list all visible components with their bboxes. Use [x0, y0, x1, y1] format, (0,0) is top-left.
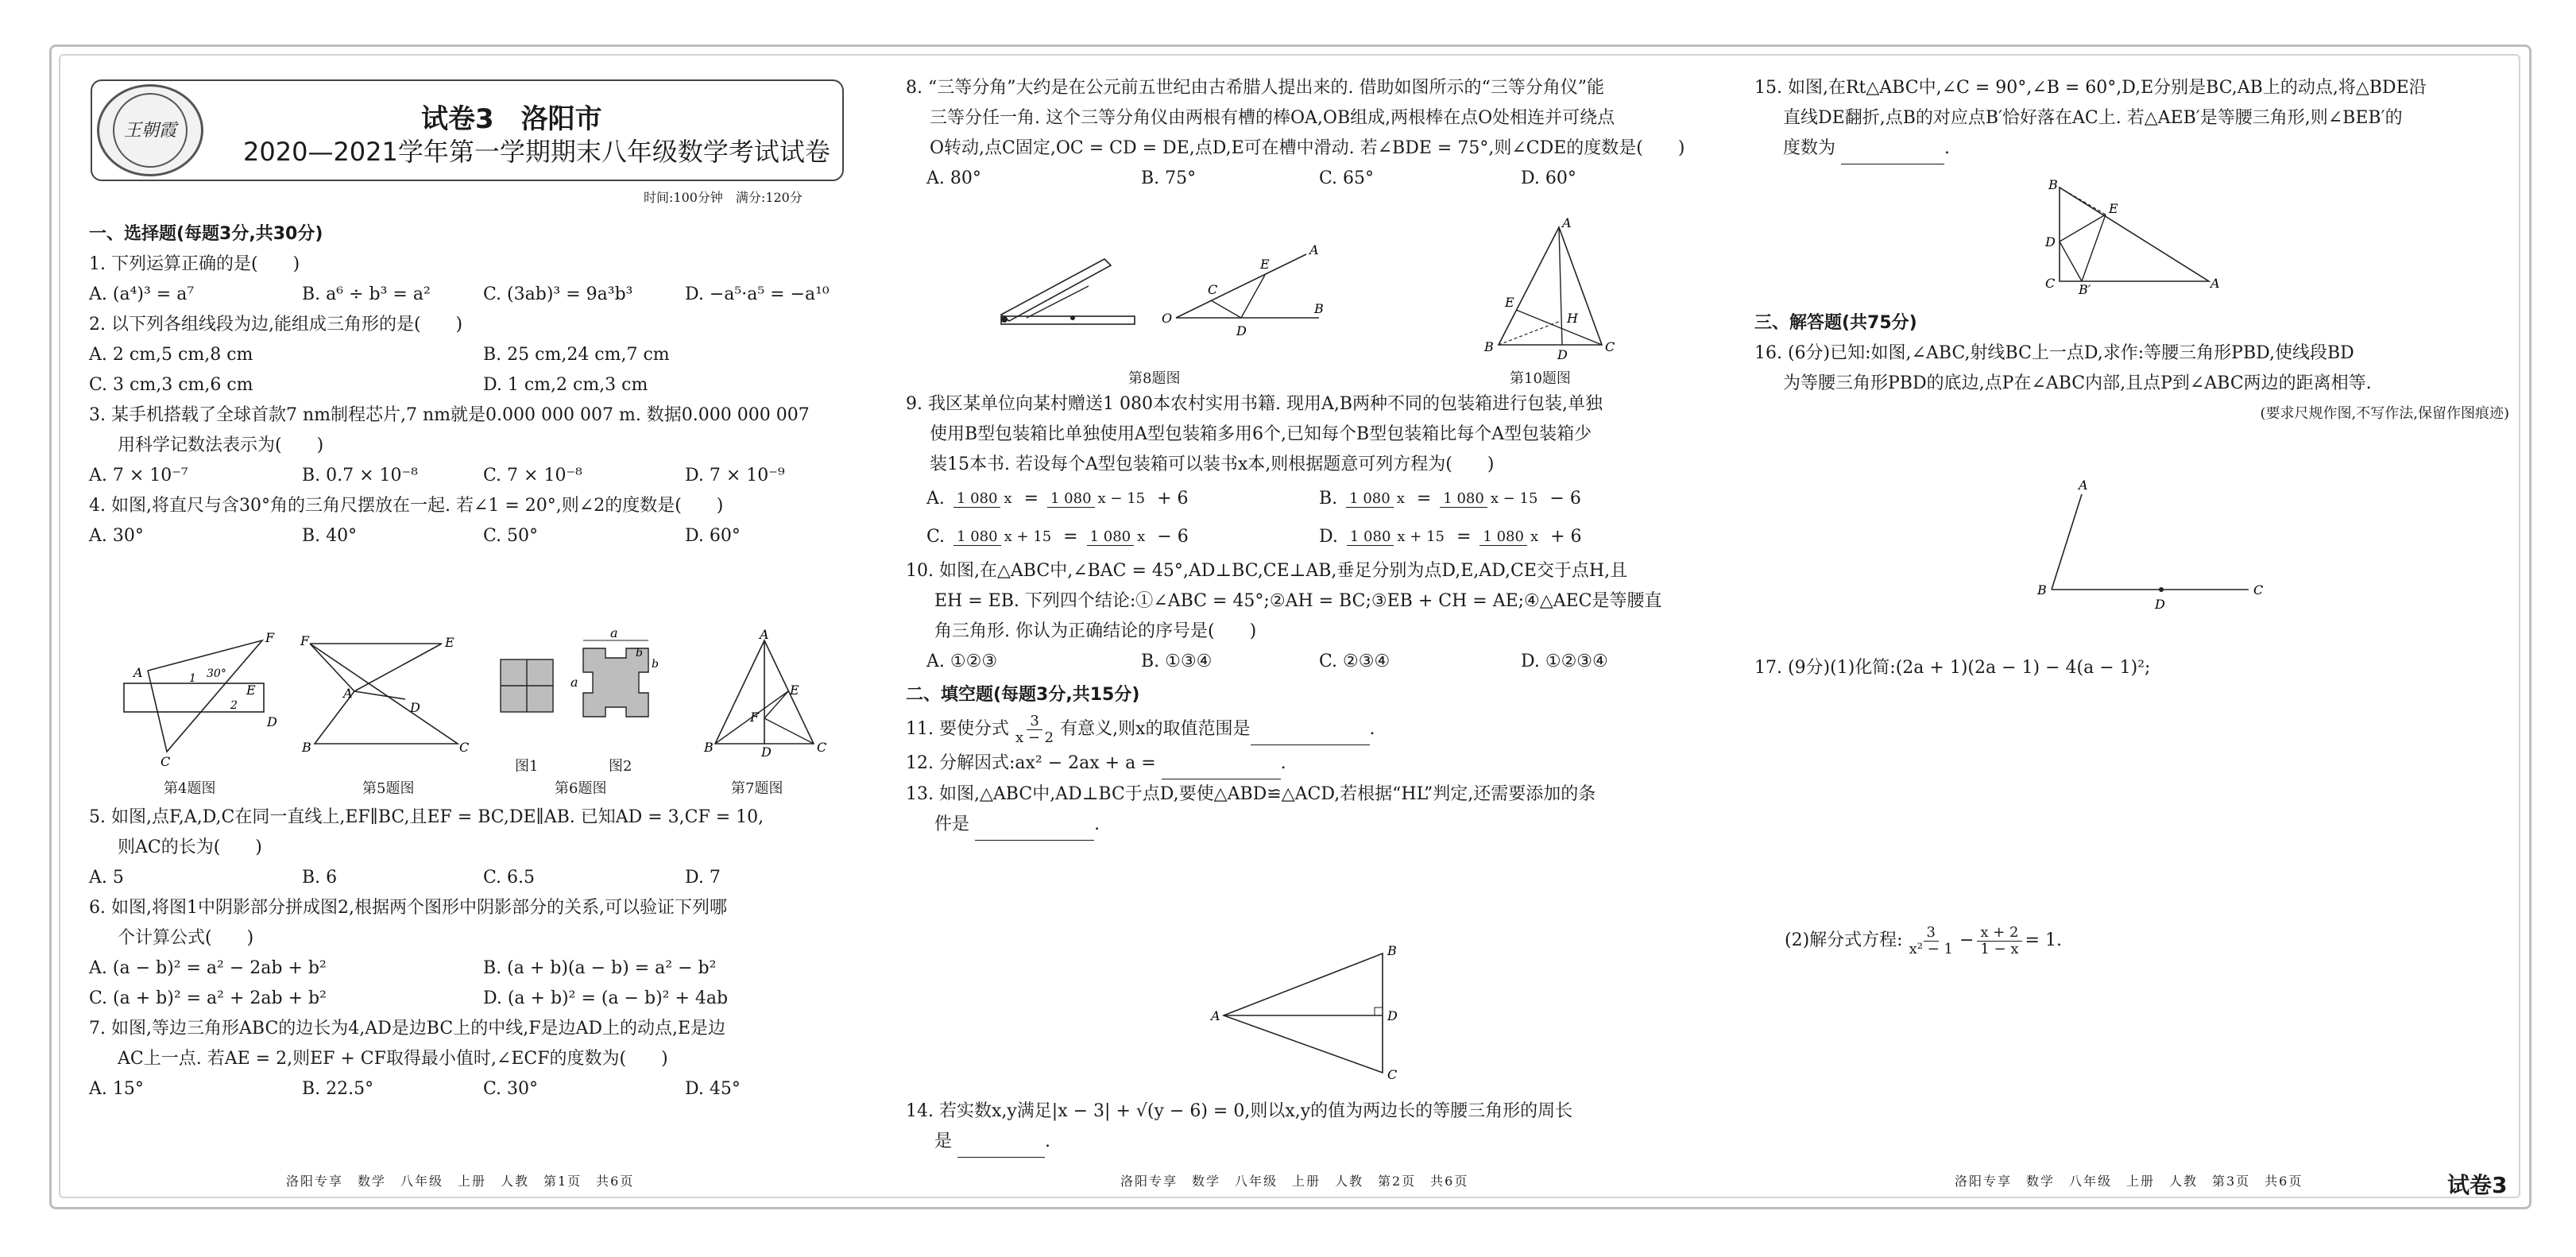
svg-text:D: D	[410, 700, 420, 715]
q9-c-n2: 1 080	[1087, 529, 1135, 546]
q1-option-d: D. −a⁵·a⁵ = −a¹⁰	[685, 284, 830, 304]
q4-options	[89, 521, 852, 551]
q9-a-frac-2	[1047, 491, 1148, 508]
q9-b-d1: x	[1396, 489, 1405, 507]
figure-q7	[702, 627, 830, 760]
figure-q8	[985, 238, 1324, 342]
q9-option-a-label: A.	[926, 489, 945, 509]
svg-text:D: D	[1387, 1008, 1398, 1023]
q17-n2: x + 2	[1977, 925, 2021, 942]
svg-text:B: B	[1484, 339, 1494, 354]
q10-option-d: D. ①②③④	[1521, 652, 1608, 671]
q8-line-3: O转动,点C固定,OC = CD = DE,点D,E可在槽中滑动. 若∠BDE = 75°,则∠CDE的度数是( )	[930, 138, 1685, 158]
q8-line-2: 三等分任一角. 这个三等分角仪由两根有槽的棒OA,OB组成,两根棒在点O处相连并可绕点	[930, 108, 1615, 128]
q6-option-d: D. (a + b)² = (a − b)² + 4ab	[483, 988, 729, 1008]
q6-option-c: C. (a + b)² = a² + 2ab + b²	[89, 988, 327, 1008]
column-2	[906, 73, 1700, 194]
q14-l2-text: 是	[934, 1131, 953, 1151]
figure-q13	[1208, 943, 1406, 1082]
column-3-lower	[1754, 653, 2517, 683]
svg-text:B: B	[2037, 582, 2047, 598]
q13-l2-text: 件是	[934, 814, 970, 834]
svg-text:A: A	[133, 665, 143, 680]
q15-answer-blank[interactable]	[1841, 133, 1944, 164]
q8-options	[906, 164, 1700, 194]
q11-pre: 11. 要使分式	[906, 719, 1009, 739]
section-3-title: 三、解答题(共75分)	[1754, 313, 1917, 333]
q9-line-1: 9. 我区某单位向某村赠送1 080本农村实用书籍. 现用A,B两种不同的包装箱进行包装,单独	[906, 394, 1603, 414]
q11-num: 3	[1027, 714, 1042, 730]
q3-option-c: C. 7 × 10⁻⁸	[483, 466, 582, 485]
q10-options	[906, 647, 1700, 677]
exam-subtitle: 2020—2021学年第一学期期末八年级数学考试试卷	[243, 137, 830, 167]
q7-option-a: A. 15°	[89, 1079, 144, 1099]
svg-text:E: E	[2109, 201, 2118, 216]
q9-b-d2: x − 15	[1490, 489, 1538, 507]
svg-text:C: C	[1387, 1067, 1398, 1082]
q17-line-1: 17. (9分)(1)化简:(2a + 1)(2a − 1) − 4(a − 1)²;	[1754, 658, 2151, 678]
q2-options-row1	[89, 340, 852, 370]
q13-answer-blank[interactable]	[975, 810, 1094, 841]
caption-fig7: 第7题图	[731, 780, 783, 797]
q6-option-a: A. (a − b)² = a² − 2ab + b²	[89, 958, 327, 978]
svg-text:C: C	[2253, 582, 2264, 598]
svg-text:D: D	[761, 745, 772, 760]
footer-page-3: 洛阳专享 数学 八年级 上册 人教 第3页 共6页	[1955, 1174, 2303, 1189]
q17-l2-pre: (2)解分式方程:	[1785, 930, 1903, 950]
caption-fig8: 第8题图	[1128, 370, 1181, 387]
q1-stem: 1. 下列运算正确的是( )	[89, 254, 300, 274]
caption-fig10: 第10题图	[1510, 370, 1571, 387]
q16-line-1: 16. (6分)已知:如图,∠ABC,射线BC上一点D,求作:等腰三角形PBD,使线段BD	[1754, 343, 2354, 363]
svg-text:E: E	[790, 683, 799, 698]
q17-n1: 3	[1924, 925, 1939, 942]
svg-text:30°: 30°	[207, 667, 226, 680]
column-2-middle	[906, 389, 1700, 841]
q2-option-b: B. 25 cm,24 cm,7 cm	[483, 345, 670, 365]
q3-option-b: B. 0.7 × 10⁻⁸	[302, 466, 418, 485]
q8-line-1: 8. “三等分角”大约是在公元前五世纪由古希腊人提出来的. 借助如图所示的“三等分角仪”能	[906, 78, 1604, 98]
svg-text:1: 1	[189, 672, 196, 685]
paper-number-badge: 试卷3	[2447, 1172, 2508, 1198]
svg-text:O: O	[1162, 311, 1173, 326]
caption-fig5: 第5题图	[362, 780, 415, 797]
q9-c-frac-2	[1087, 529, 1149, 546]
q13-line-2: 件是 .	[906, 810, 1700, 841]
q17-frac-1	[1906, 925, 1956, 957]
q9-option-d: D. 1 080 x + 15 = 1 080 x + 6	[1319, 522, 1582, 552]
q9-b-frac-1	[1346, 491, 1408, 508]
q9-a-n2: 1 080	[1047, 491, 1095, 508]
q9-a-tail: + 6	[1157, 489, 1189, 509]
q6-stem-2: 个计算公式( )	[118, 928, 254, 948]
q14-line-1: 14. 若实数x,y满足|x − 3| + √(y − 6) = 0,则以x,y的值为两边长的等腰三角形的周长	[906, 1101, 1573, 1121]
q3-stem-2: 用科学记数法表示为( )	[118, 435, 324, 455]
svg-text:H: H	[1567, 311, 1578, 326]
caption-fig6-1: 图1	[515, 758, 539, 775]
svg-text:a: a	[610, 625, 618, 640]
q9-d-frac-1	[1347, 529, 1448, 546]
q16-line-2: 为等腰三角形PBD的底边,点P在∠ABC内部,且点P到∠ABC两边的距离相等.	[1783, 373, 2372, 393]
svg-text:C: C	[161, 754, 171, 769]
svg-text:D: D	[2155, 597, 2165, 612]
q9-option-c-label: C.	[926, 527, 946, 547]
svg-text:B: B	[1387, 943, 1397, 958]
q9-option-b-label: B.	[1319, 489, 1338, 509]
q6-stem-1: 6. 如图,将图1中阴影部分拼成图2,根据两个图形中阴影部分的关系,可以验证下列哪	[89, 898, 727, 918]
q5-option-b: B. 6	[302, 868, 338, 888]
column-3	[1754, 73, 2517, 164]
q2-option-a: A. 2 cm,5 cm,8 cm	[89, 345, 253, 365]
q16-line-3: (要求尺规作图,不写作法,保留作图痕迹)	[2260, 405, 2509, 422]
q4-option-c: C. 50°	[483, 526, 539, 546]
q5-option-a: A. 5	[89, 868, 124, 888]
svg-text:D: D	[1236, 323, 1247, 338]
caption-fig6: 第6题图	[555, 780, 607, 797]
q3-option-a: A. 7 × 10⁻⁷	[89, 466, 188, 485]
q9-option-d-label: D.	[1319, 527, 1338, 547]
column-1	[89, 219, 852, 551]
figure-q5	[294, 633, 470, 755]
q9-d-d2: x	[1530, 528, 1539, 545]
q11-post: 有意义,则x的取值范围是	[1060, 719, 1251, 739]
q17-d1: x² − 1	[1909, 940, 1953, 957]
svg-text:2: 2	[230, 699, 238, 712]
q9-d-frac-2	[1479, 529, 1541, 546]
q10-line-2: EH = EB. 下列四个结论:①∠ABC = 45°;②AH = BC;③EB + CH = AE;④△AEC是等腰直	[934, 591, 1662, 611]
svg-text:b: b	[636, 647, 643, 659]
svg-text:B: B	[302, 740, 311, 755]
q9-a-d1: x	[1004, 489, 1012, 507]
svg-text:E: E	[445, 635, 454, 650]
q3-options	[89, 461, 852, 491]
q9-d-n1: 1 080	[1347, 529, 1394, 546]
q5-stem-1: 5. 如图,点F,A,D,C在同一直线上,EF∥BC,且EF = BC,DE∥AB. 已知AD = 3,CF = 10,	[89, 807, 764, 827]
svg-text:a: a	[571, 675, 578, 690]
q7-options	[89, 1074, 852, 1104]
q10-option-a: A. ①②③	[926, 652, 998, 671]
q10-option-b: B. ①③④	[1141, 652, 1213, 671]
svg-text:D: D	[2045, 234, 2056, 249]
q2-option-c: C. 3 cm,3 cm,6 cm	[89, 375, 253, 395]
svg-text:A: A	[343, 686, 353, 701]
q3-stem-1: 3. 某手机搭载了全球首款7 nm制程芯片,7 nm就是0.000 000 007 m. 数据0.000 000 007	[89, 405, 810, 425]
q9-options-row2	[906, 518, 1700, 556]
svg-text:E: E	[246, 683, 256, 698]
q17-d2: 1 − x	[1980, 940, 2019, 957]
q9-options-row1	[906, 480, 1700, 518]
q6-options-row2	[89, 984, 852, 1014]
q17-frac-2	[1977, 925, 2021, 957]
q9-c-d1: x + 15	[1004, 528, 1052, 545]
footer-page-1: 洛阳专享 数学 八年级 上册 人教 第1页 共6页	[286, 1174, 635, 1189]
svg-text:C: C	[1605, 339, 1615, 354]
q9-option-b: B. 1 080 x = 1 080 x − 15 − 6	[1319, 484, 1581, 514]
q7-stem-2: AC上一点. 若AE = 2,则EF + CF取得最小值时,∠ECF的度数为( )	[118, 1049, 668, 1069]
q9-b-frac-2	[1440, 491, 1541, 508]
column-1-lower	[89, 803, 852, 1104]
q8-option-d: D. 60°	[1521, 168, 1576, 188]
q9-d-n2: 1 080	[1479, 529, 1527, 546]
q1-option-a: A. (a⁴)³ = a⁷	[89, 284, 195, 304]
q14-line-2: 是 .	[906, 1127, 1700, 1158]
svg-text:A: A	[1562, 215, 1572, 230]
svg-text:A: A	[2079, 478, 2088, 493]
q7-option-b: B. 22.5°	[302, 1079, 374, 1099]
q2-stem: 2. 以下列各组线段为边,能组成三角形的是( )	[89, 315, 463, 335]
q9-b-n2: 1 080	[1440, 491, 1487, 508]
publisher-logo	[97, 84, 203, 176]
q1-option-b: B. a⁶ ÷ b³ = a²	[302, 284, 431, 304]
q4-option-a: A. 30°	[89, 526, 144, 546]
q15-line-1: 15. 如图,在Rt△ABC中,∠C = 90°,∠B = 60°,D,E分别是BC,AB上的动点,将△BDE沿	[1754, 78, 2427, 98]
q9-b-tail: − 6	[1549, 489, 1581, 509]
q15-line-3: 度数为 .	[1754, 133, 2517, 164]
q13-line-1: 13. 如图,△ABC中,AD⊥BC于点D,要使△ABD≌△ACD,若根据“HL”判定,还需要添加的条	[906, 784, 1596, 804]
svg-text:E: E	[1260, 257, 1270, 272]
q11-frac	[1012, 714, 1057, 746]
section-1-title: 一、选择题(每题3分,共30分)	[89, 224, 323, 244]
q9-a-d2: x − 15	[1097, 489, 1146, 507]
svg-text:B: B	[2048, 177, 2058, 192]
q11-den: x − 2	[1015, 729, 1054, 746]
q2-options-row2	[89, 370, 852, 400]
q4-stem: 4. 如图,将直尺与含30°角的三角尺摆放在一起. 若∠1 = 20°,则∠2的度数是( )	[89, 496, 724, 516]
q9-c-frac-1	[953, 529, 1054, 546]
q17-line-2: (2)解分式方程: $\frac{3}{\text{x² − 1}}$ − $\frac{x + 2}{1 - x}$ = 1.	[1785, 923, 2062, 957]
figure-q16	[2034, 477, 2272, 612]
q14-answer-blank[interactable]	[957, 1127, 1045, 1158]
q1-options	[89, 280, 852, 310]
q7-option-d: D. 45°	[685, 1079, 741, 1099]
q9-option-a: A. 1 080 x = 1 080 x − 15 + 6	[926, 484, 1319, 514]
q5-stem-2: 则AC的长为( )	[118, 837, 262, 857]
q10-option-c: C. ②③④	[1319, 652, 1390, 671]
q7-stem-1: 7. 如图,等边三角形ABC的边长为4,AD是边BC上的中线,F是边AD上的动点,E是边	[89, 1019, 726, 1038]
svg-text:E: E	[1505, 295, 1514, 310]
figure-q4	[119, 632, 286, 768]
figure-q6	[489, 625, 677, 763]
time-info: 时间:100分钟 满分:120分	[644, 190, 803, 205]
q12: 12. 分解因式:ax² − 2ax + a = .	[906, 748, 1700, 779]
svg-text:D: D	[267, 714, 277, 729]
q15-line-2: 直线DE翻折,点B的对应点B′恰好落在AC上. 若△AEB′是等腰三角形,则∠BEB′的	[1783, 108, 2403, 128]
q5-option-c: C. 6.5	[483, 868, 536, 888]
footer-page-2: 洛阳专享 数学 八年级 上册 人教 第2页 共6页	[1120, 1174, 1469, 1189]
svg-text:F: F	[265, 630, 275, 645]
q9-b-n1: 1 080	[1346, 491, 1394, 508]
q7-option-c: C. 30°	[483, 1079, 539, 1099]
svg-text:C: C	[2045, 276, 2056, 291]
q9-c-tail: − 6	[1157, 527, 1189, 547]
q4-option-b: B. 40°	[302, 526, 358, 546]
q9-d-d1: x + 15	[1397, 528, 1445, 545]
q8-option-b: B. 75°	[1141, 168, 1197, 188]
q11: 11. 要使分式 $\frac{3}{x - 2}$ 有意义,则x的取值范围是 .	[906, 712, 1375, 746]
svg-text:B′: B′	[2079, 282, 2091, 297]
svg-text:D: D	[1557, 347, 1568, 362]
caption-fig6-2: 图2	[609, 758, 632, 775]
q8-option-c: C. 65°	[1319, 168, 1375, 188]
q5-option-d: D. 7	[685, 868, 721, 888]
q9-option-c: C. 1 080 x + 15 = 1 080 x − 6	[926, 522, 1319, 552]
q6-option-b: B. (a + b)(a − b) = a² − b²	[483, 958, 717, 978]
q1-option-c: C. (3ab)³ = 9a³b³	[483, 284, 633, 304]
q12-text: 12. 分解因式:ax² − 2ax + a =	[906, 753, 1156, 773]
q4-option-d: D. 60°	[685, 526, 741, 546]
q9-a-frac-1	[953, 491, 1015, 508]
section-2-title: 二、填空题(每题3分,共15分)	[906, 685, 1140, 705]
q9-c-n1: 1 080	[953, 529, 1001, 546]
svg-text:b: b	[652, 658, 659, 671]
q17-l2-post: = 1.	[2025, 930, 2062, 950]
q9-line-3: 装15本书. 若设每个A型包装箱可以装书x本,则根据题意可列方程为( )	[930, 454, 1495, 474]
caption-fig4: 第4题图	[164, 780, 216, 797]
svg-text:A: A	[1211, 1008, 1220, 1023]
column-2-lower	[906, 1096, 1700, 1158]
q15-l3-text: 度数为	[1783, 138, 1836, 158]
q6-options-row1	[89, 953, 852, 984]
figure-q15	[2042, 176, 2225, 296]
q9-a-n1: 1 080	[953, 491, 1001, 508]
exam-title: 试卷3 洛阳市	[421, 103, 602, 135]
svg-text:F: F	[750, 710, 760, 725]
q9-c-d2: x	[1137, 528, 1146, 545]
q3-option-d: D. 7 × 10⁻⁹	[685, 466, 785, 485]
q2-option-d: D. 1 cm,2 cm,3 cm	[483, 375, 648, 395]
q9-d-tail: + 6	[1550, 527, 1582, 547]
figure-q10	[1483, 215, 1618, 362]
q5-options	[89, 863, 852, 893]
q10-line-3: 角三角形. 你认为正确结论的序号是( )	[934, 621, 1257, 641]
svg-text:C: C	[459, 740, 470, 755]
svg-text:A: A	[1309, 242, 1319, 257]
q10-line-1: 10. 如图,在△ABC中,∠BAC = 45°,AD⊥BC,CE⊥AB,垂足分别为点D,E,AD,CE交于点H,且	[906, 561, 1628, 581]
svg-text:C: C	[1208, 282, 1218, 297]
svg-text:F: F	[300, 633, 310, 648]
svg-text:C: C	[817, 740, 827, 755]
column-3-middle	[1754, 308, 2517, 429]
svg-text:王朝霞: 王朝霞	[123, 121, 177, 141]
q17-part-2	[1785, 922, 2500, 960]
svg-text:A: A	[760, 627, 769, 642]
svg-text:B: B	[1314, 301, 1324, 316]
svg-text:A: A	[2210, 276, 2220, 291]
svg-text:B: B	[704, 740, 714, 755]
q11-answer-blank[interactable]	[1251, 714, 1370, 745]
q9-line-2: 使用B型包装箱比单独使用A型包装箱多用6个,已知每个B型包装箱比每个A型包装箱少	[930, 424, 1592, 444]
q12-answer-blank[interactable]	[1162, 748, 1281, 779]
q8-option-a: A. 80°	[926, 168, 981, 188]
